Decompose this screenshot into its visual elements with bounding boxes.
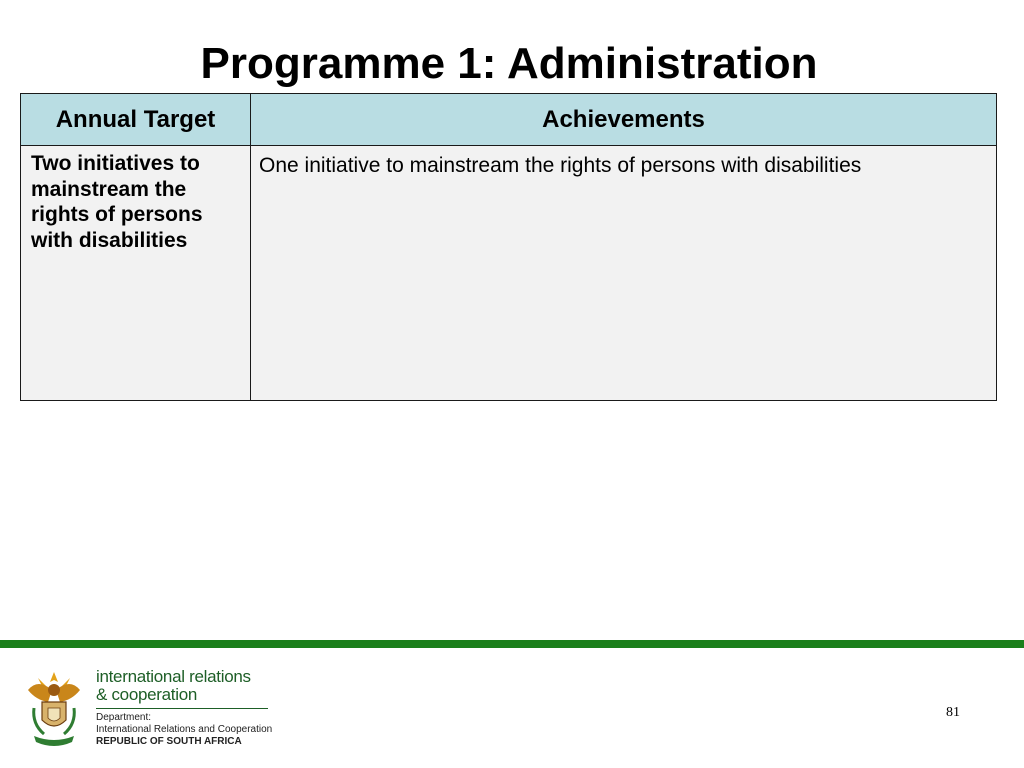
brand-line-1: international relations (96, 667, 251, 686)
header-annual-target: Annual Target (21, 94, 251, 146)
brand-text (96, 668, 272, 748)
slide-title: Programme 1: Administration (200, 39, 818, 88)
department-label: Department: (96, 712, 152, 723)
department-logo (24, 668, 274, 754)
annual-target-cell: Two initiatives to mainstream the rights of persons with disabilities (21, 146, 251, 401)
brand-line-2: & cooperation (96, 685, 198, 704)
footer-band (0, 640, 1024, 648)
country-name: REPUBLIC OF SOUTH AFRICA (96, 736, 242, 747)
achievement-cell: One initiative to mainstream the rights of persons with disabilities (251, 146, 997, 401)
department-name: International Relations and Cooperation (96, 724, 273, 735)
programme-table (20, 93, 997, 401)
brand-divider (96, 708, 268, 709)
table-row (21, 146, 997, 401)
table-header-row (21, 94, 997, 146)
page-number: 81 (946, 705, 960, 720)
coat-of-arms-icon (24, 668, 84, 750)
header-achievements: Achievements (251, 94, 997, 146)
